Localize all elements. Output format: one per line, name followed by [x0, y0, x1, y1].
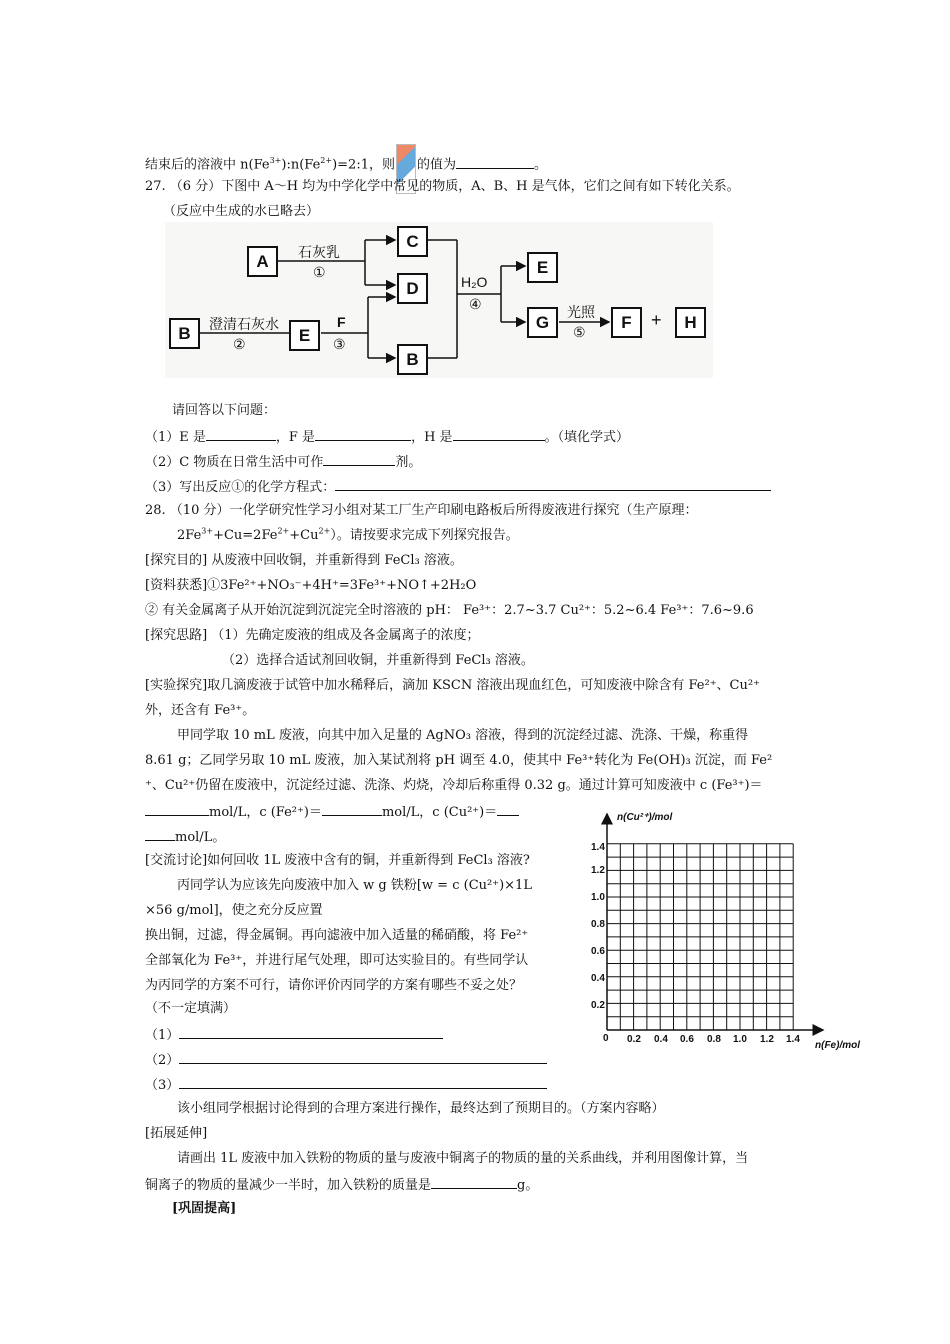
q28-l2: $2Fe^{3+}+Cu=2Fe^{2+}+Cu^{2+}$）。请按要求完成下列探究报告。 — [177, 526, 519, 543]
q27-ask: 请回答以下问题： — [172, 403, 277, 418]
q28-l23: [拓展延伸] — [145, 1126, 208, 1141]
blank-f[interactable] — [315, 427, 411, 441]
q28-l17: ×56 g/mol]，使之充分反应置 — [145, 903, 323, 918]
xtick: 0.4 — [654, 1034, 668, 1045]
label-n4: ④ — [469, 296, 482, 312]
blank-opt3[interactable] — [179, 1075, 547, 1089]
blank-fe3[interactable] — [145, 802, 209, 816]
q28-l8: [实验探究]取几滴废液于试管中加水稀释后，滴加 KSCN 溶液出现血红色，可知废液中除含有 Fe²⁺、Cu²⁺ — [145, 678, 760, 693]
blank-cu2-b[interactable] — [145, 827, 175, 841]
q28-l12: ⁺、Cu²⁺仍留在废液中，沉淀经过滤、洗涤、灼烧，冷却后称重得 0.32 g。通过计算可知废液中 c (Fe³⁺)＝ — [145, 778, 763, 793]
label-r5: 光照 — [567, 304, 595, 320]
q28-opt2: （2） — [145, 1050, 547, 1070]
q28-l1: 28. （10 分）一化学研究性学习小组对某工厂生产印刷电路板后所得废液进行探究（生产原理： — [145, 503, 698, 518]
ytick: 1.4 — [591, 842, 605, 853]
q28-l7: （2）选择合适试剂回收铜，并重新得到 FeCl₃ 溶液。 — [222, 653, 534, 668]
q28-l24: 请画出 1L 废液中加入铁粉的物质的量与废液中铜离子的物质的量的关系曲线，并利用图像计算，当 — [177, 1151, 749, 1166]
label-n1: ① — [313, 264, 326, 280]
box-d: D — [397, 273, 428, 304]
q28-l20: 为丙同学的方案不可行，请你评价丙同学的方案有哪些不妥之处？ — [145, 978, 523, 993]
label-n2: ② — [233, 336, 246, 352]
blank-c-use[interactable] — [323, 452, 395, 466]
q28-l13: mol/L，c (Fe²⁺)＝ mol/L，c (Cu²⁺)＝ — [145, 802, 519, 822]
box-e-top: E — [527, 252, 558, 283]
q28-l18: 换出铜，过滤，得金属铜。再向滤液中加入适量的稀硝酸，将 Fe²⁺ — [145, 928, 529, 943]
xtick: 0.2 — [627, 1034, 641, 1045]
box-b-mid: B — [397, 344, 428, 375]
q28-l11: 8.61 g；乙同学另取 10 mL 废液，加入某试剂将 pH 调至 4.0，使其中 Fe³⁺转化为 Fe(OH)₃ 沉淀，而 Fe² — [145, 753, 773, 768]
q27-p3: （3）写出反应①的化学方程式： — [145, 477, 771, 497]
q27-note: （反应中生成的水已略去） — [163, 204, 320, 219]
box-h: H — [675, 307, 706, 338]
ytick: 0.6 — [591, 946, 605, 957]
ytick: 1.2 — [591, 865, 605, 876]
blank-cu2-a[interactable] — [497, 802, 519, 816]
q27-p2: （2）C 物质在日常生活中可作 剂。 — [145, 452, 421, 472]
q28-l10: 甲同学取 10 mL 废液，向其中加入足量的 AgNO₃ 溶液，得到的沉淀经过滤、洗涤、干燥，称重得 — [177, 728, 749, 743]
q28-l26: [巩固提高] — [172, 1201, 237, 1216]
top-line: 结束后的溶液中 $n(Fe^{3+}):n(Fe^{2+})=2:1$，则 的值为 。 — [145, 140, 547, 190]
box-f-right: F — [611, 307, 642, 338]
reaction-diagram — [165, 222, 713, 378]
q28-l6: [探究思路] （1）先确定废液的组成及各金属离子的浓度； — [145, 628, 480, 643]
q27-p1: （1）E 是 ，F 是 ，H 是 。（填化学式） — [145, 427, 629, 447]
q27-head: 27. （6 分）下图中 A～H 均为中学化学中常见的物质，A、B、H 是气体，它们之间有如下转化关系。 — [145, 179, 740, 194]
box-b-left: B — [169, 318, 200, 349]
ytick: 0.4 — [591, 973, 605, 984]
blank-fe-mass[interactable] — [431, 1175, 517, 1189]
graph-svg — [585, 808, 875, 1058]
answer-blank[interactable] — [456, 155, 534, 169]
xtick: 0.8 — [707, 1034, 721, 1045]
q28-opt3: （3） — [145, 1075, 547, 1095]
label-n5: ⑤ — [573, 324, 586, 340]
q28-l14: mol/L。 — [145, 827, 225, 847]
graph-paper — [585, 808, 875, 1058]
q28-l4: [资料获悉]①3Fe²⁺+NO₃⁻+4H⁺=3Fe³⁺+NO↑+2H₂O — [145, 578, 477, 593]
label-r3: F — [337, 314, 346, 330]
blank-equation[interactable] — [335, 477, 771, 491]
blank-opt2[interactable] — [179, 1050, 547, 1064]
q28-l19: 全部氧化为 Fe³⁺，并进行尾气处理，即可达实验目的。有些同学认 — [145, 953, 529, 968]
graph-xlabel: n(Fe)/mol — [815, 1040, 860, 1051]
label-n3: ③ — [333, 336, 346, 352]
box-a: A — [247, 246, 278, 277]
xtick: 1.0 — [733, 1034, 747, 1045]
ytick: 0.2 — [591, 1000, 605, 1011]
xtick: 1.4 — [786, 1034, 800, 1045]
blank-fe2[interactable] — [322, 802, 382, 816]
q28-l21: （不一定填满） — [145, 1001, 237, 1016]
q28-l3: [探究目的] 从废液中回收铜，并重新得到 FeCl₃ 溶液。 — [145, 553, 463, 568]
box-g: G — [527, 307, 558, 338]
q28-l25: 铜离子的物质的量减少一半时，加入铁粉的质量是 g。 — [145, 1175, 538, 1195]
ytick: 1.0 — [591, 892, 605, 903]
blank-e[interactable] — [206, 427, 276, 441]
box-c: C — [397, 226, 428, 257]
xtick: 0.6 — [680, 1034, 694, 1045]
label-r1: 石灰乳 — [298, 244, 340, 260]
label-r4: H₂O — [461, 274, 488, 290]
label-r2: 澄清石灰水 — [209, 316, 279, 332]
blank-h[interactable] — [453, 427, 545, 441]
graph-origin: 0 — [603, 1033, 609, 1044]
label-plus: + — [651, 310, 662, 330]
graph-ylabel: n(Cu²⁺)/mol — [617, 812, 673, 823]
q28-l22: 该小组同学根据讨论得到的合理方案进行操作，最终达到了预期目的。（方案内容略） — [177, 1101, 665, 1116]
q28-l15: [交流讨论]如何回收 1L 废液中含有的铜，并重新得到 FeCl₃ 溶液? — [145, 853, 530, 868]
xtick: 1.2 — [760, 1034, 774, 1045]
ytick: 0.8 — [591, 919, 605, 930]
q28-opt1: （1） — [145, 1025, 443, 1045]
blank-opt1[interactable] — [179, 1025, 443, 1039]
q28-l9: 外，还含有 Fe³⁺。 — [145, 703, 256, 718]
box-e-mid: E — [289, 320, 320, 351]
q28-l5: ② 有关金属离子从开始沉淀到沉淀完全时溶液的 pH： Fe³⁺：2.7~3.7 Cu²⁺：5.2~6.4 Fe³⁺：7.6~9.6 — [145, 603, 754, 618]
q28-l16: 丙同学认为应该先向废液中加入 w g 铁粉[w = c (Cu²⁺)×1L — [177, 878, 532, 893]
